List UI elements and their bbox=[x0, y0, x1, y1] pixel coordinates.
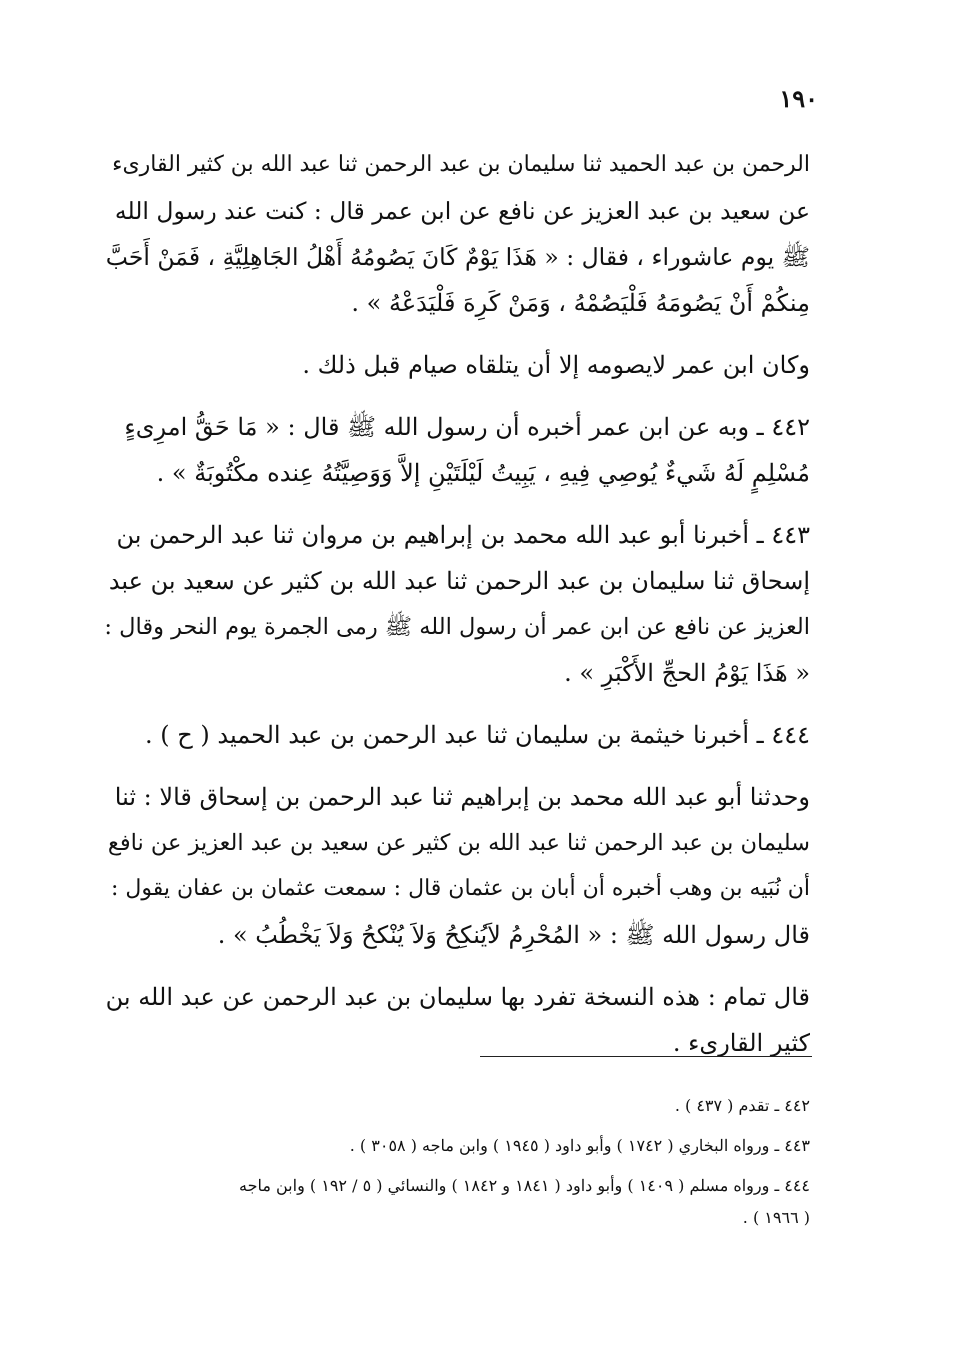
text-line: مِنكُمْ أَنْ يَصُومَهُ فَلْيَصُمْهُ ، وَمَنْ كَرِهَ فَلْيَدَعْهُ » . bbox=[351, 289, 810, 317]
closing-paragraph bbox=[104, 974, 810, 1066]
footnote-444 bbox=[104, 1170, 810, 1234]
text-line: « هَذَا يَوْمُ الحجِّ الأَكْبَرِ » . bbox=[564, 659, 810, 687]
footnote-line: ٤٤٢ ـ تقدم ( ٤٣٧ ) . bbox=[674, 1096, 810, 1115]
text-line: ٤٤٤ ـ أخبرنا خيثمة بن سليمان ثنا عبد الرحمن بن عبد الحميد ( ح ) . bbox=[145, 721, 810, 749]
text-line: سليمان بن عبد الرحمن ثنا عبد الله بن كثير عن سعيد بن عبد العزيز عن نافع bbox=[107, 830, 810, 856]
text-line: قال تمام : هذه النسخة تفرد بها سليمان بن عبد الرحمن عن عبد الله بن bbox=[105, 983, 810, 1011]
text-line: وكان ابن عمر لايصومه إلا أن يتلقاه صيام قبل ذلك . bbox=[302, 351, 810, 379]
paragraph-gap bbox=[104, 496, 810, 512]
paragraph-gap bbox=[104, 388, 810, 404]
paragraph-gap bbox=[104, 758, 810, 774]
text-line: العزيز عن نافع عن ابن عمر أن رسول الله ﷺ رمى الجمرة يوم النحر وقال : bbox=[104, 614, 810, 640]
footnote-442 bbox=[104, 1090, 810, 1122]
page-number: ١٩٠ bbox=[779, 84, 818, 113]
text-line: وحدثنا أبو عبد الله محمد بن إبراهيم ثنا عبد الرحمن بن إسحاق قالا : ثنا bbox=[114, 783, 810, 811]
paragraph-gap bbox=[104, 958, 810, 974]
text-line: كثير القارىء . bbox=[672, 1029, 810, 1057]
footnote-gap bbox=[104, 1162, 810, 1170]
footnotes bbox=[104, 1090, 810, 1234]
text-line: إسحاق ثنا سليمان بن عبد الرحمن ثنا عبد الله بن كثير عن سعيد بن عبد bbox=[108, 567, 810, 595]
text-line: الرحمن بن عبد الحميد ثنا سليمان بن عبد الرحمن ثنا عبد الله بن كثير القارىء bbox=[112, 152, 810, 177]
text-line: ﷺ يوم عاشوراء ، فقال : « هَذَا يَوْمٌ كَانَ يَصُومُهُ أَهْلُ الجَاهِلِيَّةِ ، فَمَنْ أَحَبَّ bbox=[105, 243, 810, 271]
paragraph-gap bbox=[104, 326, 810, 342]
text-line: عن سعيد بن عبد العزيز عن نافع عن ابن عمر قال : كنت عند رسول الله bbox=[114, 197, 810, 225]
text-line: مُسْلِمٍ لَهُ شَيءٌ يُوصِي فِيهِ ، يَبِيتُ لَيْلَتَيْنِ إلاَّ وَوَصِيَّتُهُ عِنده مكْتُوبَةٌ » . bbox=[156, 459, 810, 487]
paragraph-gap bbox=[104, 696, 810, 712]
main-text bbox=[104, 142, 810, 1066]
text-line: ٤٤٣ ـ أخبرنا أبو عبد الله محمد بن إبراهيم بن مروان ثنا عبد الرحمن بن bbox=[116, 521, 810, 549]
text-line: قال رسول الله ﷺ : « المُحْرِمُ لاَيُنكِحُ وَلاَ يُنْكحُ وَلاَ يَخْطُبُ » . bbox=[217, 921, 810, 949]
hadith-444 bbox=[104, 712, 810, 758]
footnote-line: ( ١٩٦٦ ) . bbox=[742, 1208, 810, 1227]
footnote-gap bbox=[104, 1122, 810, 1130]
footnote-divider bbox=[480, 1056, 812, 1057]
footnote-443 bbox=[104, 1130, 810, 1162]
text-line: أن نُبَيه بن وهب أخبره أن أبان بن عثمان قال : سمعت عثمان بن عفان يقول : bbox=[111, 876, 810, 901]
hadith-443 bbox=[104, 512, 810, 696]
footnote-line: ٤٤٣ ـ ورواه البخاري ( ١٧٤٢ ) وأبو داود ( ١٩٤٥ ) وابن ماجه ( ٣٠٥٨ ) . bbox=[349, 1136, 810, 1155]
hadith-442 bbox=[104, 404, 810, 496]
paragraph bbox=[104, 142, 810, 326]
text-line: ٤٤٢ ـ وبه عن ابن عمر أخبره أن رسول الله ﷺ قال : « مَا حَقُّ امرِىءٍ bbox=[124, 413, 810, 441]
paragraph bbox=[104, 342, 810, 388]
paragraph bbox=[104, 774, 810, 958]
footnote-line: ٤٤٤ ـ ورواه مسلم ( ١٤٠٩ ) وأبو داود ( ١٨٤١ و ١٨٤٢ ) والنسائي ( ٥ / ١٩٢ ) وابن ماجه bbox=[239, 1176, 810, 1195]
